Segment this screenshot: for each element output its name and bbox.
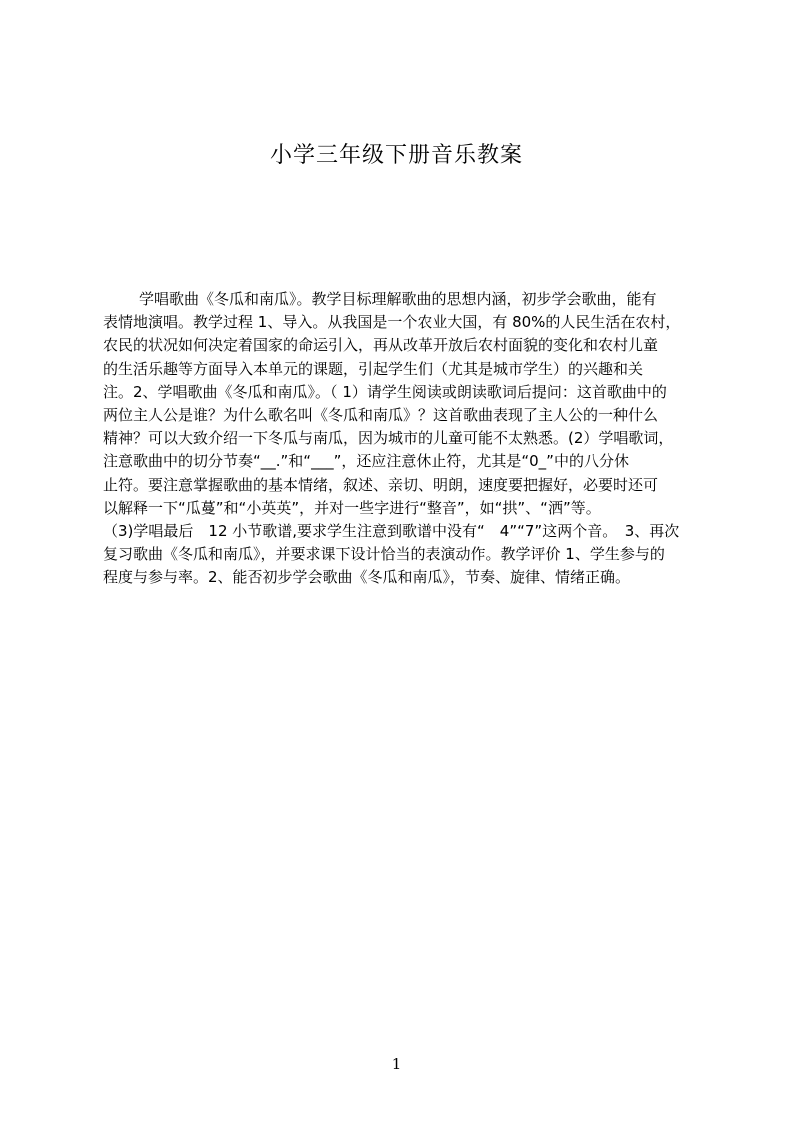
lesson-plan-paragraph [103, 288, 703, 589]
paragraph-line: 学唱歌曲《冬瓜和南瓜》。教学目标理解歌曲的思想内涵，初步学会歌曲，能有 [139, 290, 657, 308]
page-number: 1 [391, 1055, 402, 1073]
paragraph-line: 精神？可以大致介绍一下冬瓜与南瓜，因为城市的儿童可能不太熟悉。(2）学唱歌词， [103, 429, 674, 448]
paragraph-line: 的生活乐趣等方面导入本单元的课题，引起学生们（尤其是城市学生）的兴趣和关 [103, 359, 644, 378]
paragraph-line: 两位主人公是谁？为什么歌名叫《冬瓜和南瓜》？这首歌曲表现了主人公的一种什么 [103, 405, 659, 424]
paragraph-line: 表情地演唱。教学过程 1、导入。从我国是一个农业大国，有 80%的人民生活在农村， [103, 313, 681, 332]
paragraph-line: 复习歌曲《冬瓜和南瓜》，并要求课下设计恰当的表演动作。教学评价 1、学生参与的 [103, 545, 665, 564]
document-title: 小学三年级下册音乐教案 [269, 143, 523, 168]
paragraph-line: 以解释一下“瓜蔓”和“小英英”，并对一些字进行“整音”，如“拱”、“洒”等。 [103, 498, 601, 517]
paragraph-line: 止符。要注意掌握歌曲的基本情绪，叙述、亲切、明朗，速度要把握好，必要时还可 [103, 475, 659, 494]
paragraph-line: 程度与参与率。2、能否初步学会歌曲《冬瓜和南瓜》，节奏、旋律、情绪正确。 [103, 568, 631, 587]
paragraph-line: 注意歌曲中的切分节奏“__.”和“___”，还应注意休止符，尤其是“0_”中的八分休 [103, 452, 629, 471]
paragraph-line: （3)学唱最后 12 小节歌谱,要求学生注意到歌谱中没有“ 4”“7”这两个音。 3、再次 [103, 521, 680, 540]
paragraph-line: 注。2、学唱歌曲《冬瓜和南瓜》。（ 1）请学生阅读或朗读歌词后提问：这首歌曲中的 [103, 382, 667, 401]
paragraph-line: 农民的状况如何决定着国家的命运引入，再从改革开放后农村面貌的变化和农村儿童 [103, 336, 659, 355]
